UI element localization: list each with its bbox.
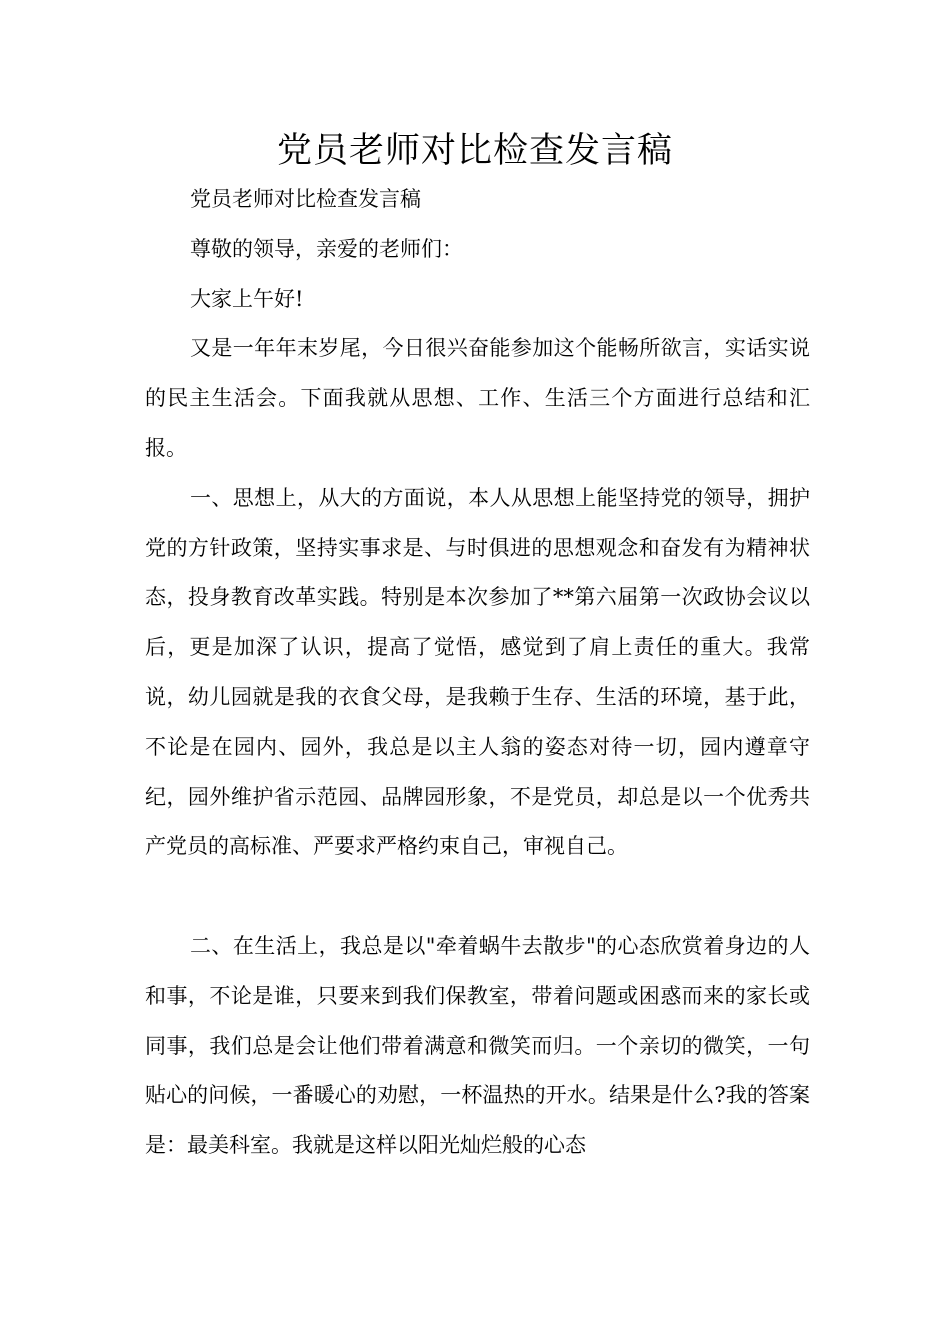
paragraph-section-two: 二、在生活上，我总是以"牵着蜗牛去散步"的心态欣赏着身边的人和事，不论是谁，只要来到我们保教室，带着问题或困惑而来的家长或同事，我们总是会让他们带着满意和微笑而归。一个亲切的微笑，一句贴心的问候，一番暖心的劝慰，一杯温热的开水。结果是什么?我的答案是：最美科室。我就是这样以阳光灿烂般的心态 [145,933,810,1158]
paragraph-section-one: 一、思想上，从大的方面说，本人从思想上能坚持党的领导，拥护党的方针政策，坚持实事求是、与时俱进的思想观念和奋发有为精神状态，投身教育改革实践。特别是本次参加了**第六届第一次政协会议以后，更是加深了认识，提高了觉悟，感觉到了肩上责任的重大。我常说，幼儿园就是我的衣食父母，是我赖于生存、生活的环境，基于此，不论是在园内、园外，我总是以主人翁的姿态对待一切，园内遵章守纪，园外维护省示范园、品牌园形象，不是党员，却总是以一个优秀共产党员的高标准、严要求严格约束自己，审视自己。 [145,485,810,859]
paragraph-intro: 又是一年年末岁尾，今日很兴奋能参加这个能畅所欲言，实话实说的民主生活会。下面我就从思想、工作、生活三个方面进行总结和汇报。 [145,336,810,460]
document-title: 党员老师对比检查发言稿 [276,131,673,171]
paragraph-gap [145,872,810,922]
paragraph-greeting: 尊敬的领导，亲爱的老师们： [190,236,463,261]
paragraph-heading: 党员老师对比检查发言稿 [190,187,421,211]
document-body [145,175,810,1171]
paragraph-salutation: 大家上午好! [190,286,304,311]
